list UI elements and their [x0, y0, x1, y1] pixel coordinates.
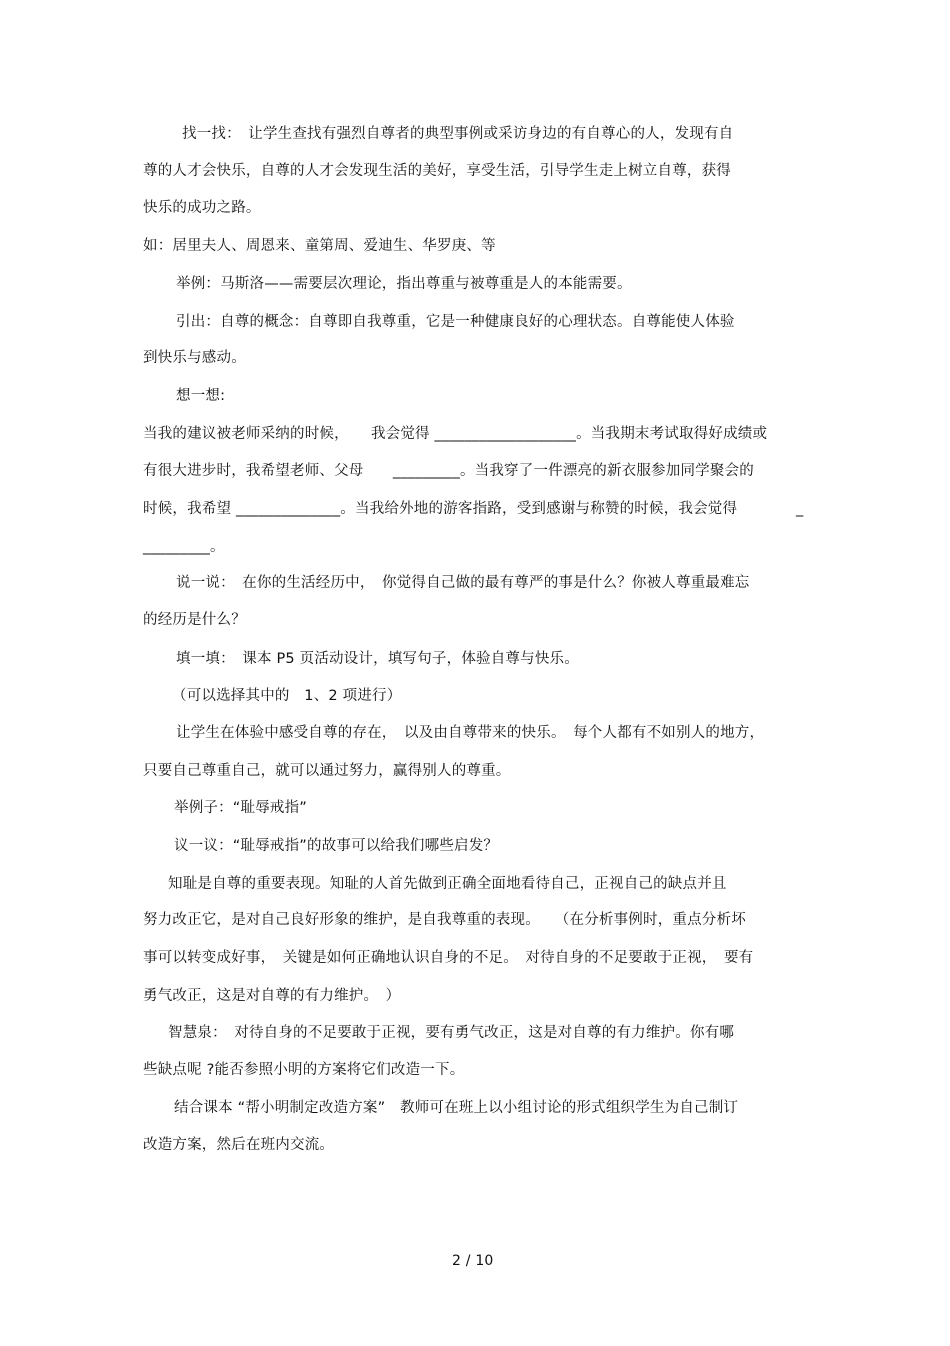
paragraph-line: 举例子：“耻辱戒指” [174, 800, 308, 816]
paragraph-line: 如：居里夫人、周恩来、童第周、爱迪生、华罗庚、等 [143, 238, 496, 254]
paragraph-line: 只要自己尊重自己，就可以通过努力，赢得别人的尊重。 [143, 763, 511, 779]
paragraph-line: 尊的人才会快乐，自尊的人才会发现生活的美好，享受生活，引导学生走上树立自尊，获得 [143, 163, 731, 179]
paragraph-line: 当我的建议被老师采纳的时候， 我会觉得 ___________________。当我期末考试取得好成绩或 [143, 426, 768, 442]
paragraph-line: 结合课本 “帮小明制定改造方案” 教师可在班上以小组讨论的形式组织学生为自己制订 [174, 1100, 739, 1116]
paragraph-line: 快乐的成功之路。 [143, 200, 261, 216]
paragraph-line: 知耻是自尊的重要表现。知耻的人首先做到正确全面地看待自己，正视自己的缺点并且 [168, 876, 727, 892]
paragraph-line: 找一找： 让学生查找有强烈自尊者的典型事例或采访身边的有自尊心的人，发现有自 [182, 126, 734, 142]
paragraph-line: 说一说： 在你的生活经历中， 你觉得自己做的最有尊严的事是什么？你被人尊重最难忘 [176, 575, 750, 591]
paragraph-line: _________。 [143, 539, 225, 555]
paragraph-line: 的经历是什么？ [143, 612, 246, 628]
paragraph-line: （可以选择其中的 1、2 项进行） [172, 688, 402, 704]
paragraph-line: 引出：自尊的概念：自尊即自我尊重，它是一种健康良好的心理状态。自尊能使人体验 [176, 314, 735, 330]
paragraph-line: 智慧泉： 对待自身的不足要敢于正视，要有勇气改正，这是对自尊的有力维护。你有哪 [168, 1025, 735, 1041]
paragraph-line: 让学生在体验中感受自尊的存在， 以及由自尊带来的快乐。 每个人都有不如别人的地方， [176, 725, 765, 741]
paragraph-line: 事可以转变成好事， 关键是如何正确地认识自身的不足。 对待自身的不足要敢于正视， 要有 [143, 950, 754, 966]
paragraph-line: 时候，我希望 ______________。当我给外地的游客指路，受到感谢与称赞的时候，我会觉得 _ [143, 501, 804, 517]
paragraph-line: 填一填： 课本 P5 页活动设计，填写句子，体验自尊与快乐。 [176, 651, 579, 667]
paragraph-line: 改造方案，然后在班内交流。 [143, 1137, 335, 1153]
paragraph-line: 到快乐与感动。 [143, 350, 246, 366]
paragraph-line: 举例：马斯洛——需要层次理论，指出尊重与被尊重是人的本能需要。 [176, 276, 632, 292]
paragraph-line: 勇气改正，这是对自尊的有力维护。 ） [143, 988, 401, 1004]
paragraph-line: 议一议：“耻辱戒指”的故事可以给我们哪些启发？ [174, 838, 499, 854]
paragraph-line: 努力改正它，是对自己良好形象的维护，是自我尊重的表现。 （在分析事例时，重点分析坏 [143, 912, 746, 928]
paragraph-line: 想一想: [176, 388, 226, 404]
page-number: 2 / 10 [452, 1253, 494, 1269]
paragraph-line: 些缺点呢 ?能否参照小明的方案将它们改造一下。 [143, 1062, 465, 1078]
paragraph-line: 有很大进步时，我希望老师、父母 _________。当我穿了一件漂亮的新衣服参加同学聚会的 [143, 463, 754, 479]
